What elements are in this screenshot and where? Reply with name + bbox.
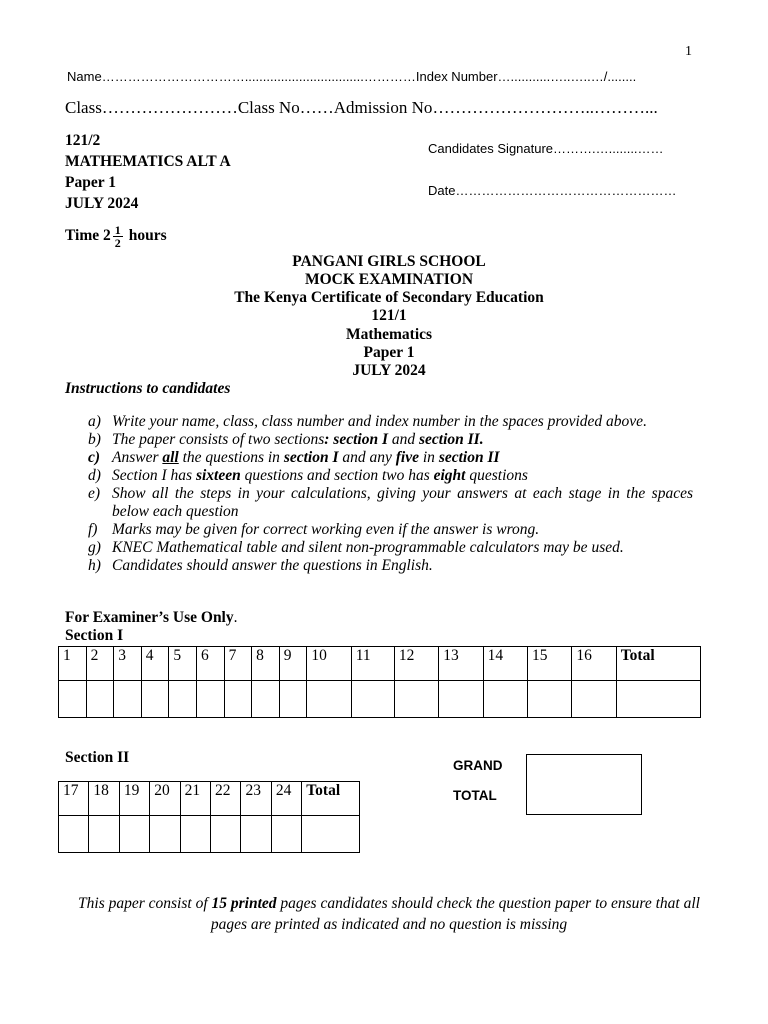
score-cell[interactable] (616, 681, 700, 718)
examiner-heading (65, 609, 238, 627)
score-cell[interactable] (86, 681, 114, 718)
item-text: questions (465, 467, 528, 484)
item-text: The paper consists of two sections (112, 431, 325, 448)
item-emphasis: five (395, 449, 419, 466)
table-score-row (59, 681, 701, 718)
item-text: the questions in (178, 449, 284, 466)
item-label: e) (88, 485, 101, 502)
table-header-row (59, 647, 701, 681)
item-label: d) (88, 467, 101, 484)
column-header: 3 (114, 647, 142, 681)
column-header: 11 (351, 647, 394, 681)
item-emphasis: section II (438, 449, 500, 466)
column-header: 13 (439, 647, 483, 681)
score-cell[interactable] (59, 816, 89, 853)
instruction-item (88, 485, 693, 521)
page-number: 1 (685, 44, 692, 59)
grand-label: GRAND (453, 758, 503, 773)
column-header: 10 (307, 647, 351, 681)
score-cell[interactable] (302, 816, 360, 853)
table-header-row (59, 782, 360, 816)
item-text: KNEC Mathematical table and silent non-programmable calculators may be used. (112, 539, 624, 556)
column-header: 5 (169, 647, 197, 681)
item-label: c) (88, 449, 101, 466)
paper-number: Paper 1 (65, 174, 116, 191)
candidate-signature-line (428, 141, 664, 156)
column-header: 6 (196, 647, 224, 681)
column-header: 17 (59, 782, 89, 816)
total-label: TOTAL (453, 788, 497, 803)
score-cell[interactable] (394, 681, 438, 718)
item-emphasis: eight (433, 467, 466, 484)
footer-text: This paper consist of (78, 895, 212, 912)
score-cell[interactable] (59, 681, 87, 718)
subject-title: MATHEMATICS ALT A (65, 153, 231, 170)
column-header: 7 (224, 647, 252, 681)
paper-code: 121/2 (65, 132, 101, 149)
section-2-marks-table (58, 781, 360, 853)
item-label: b) (88, 431, 101, 448)
item-text: Answer (112, 449, 163, 466)
exam-month: JULY 2024 (352, 362, 426, 379)
item-label: g) (88, 539, 101, 556)
column-header: 24 (271, 782, 301, 816)
item-label: h) (88, 557, 101, 574)
class-no-label: Class No (237, 98, 300, 117)
section-1-marks-table (58, 646, 701, 718)
score-cell[interactable] (572, 681, 616, 718)
score-cell[interactable] (224, 681, 252, 718)
instructions-title: Instructions to candidates (65, 380, 231, 397)
column-header: 2 (86, 647, 114, 681)
score-cell[interactable] (119, 816, 149, 853)
score-cell[interactable] (211, 816, 241, 853)
footer-emphasis: 15 printed (211, 895, 277, 912)
instruction-item (88, 431, 693, 449)
examiner-title: For Examiner’s Use Only (65, 609, 234, 626)
date-line (428, 183, 676, 198)
date-label: Date (428, 183, 456, 198)
certificate-title: The Kenya Certificate of Secondary Education (234, 289, 544, 306)
fraction-denominator: 2 (114, 236, 121, 250)
instruction-item (88, 467, 693, 485)
class-admission-line (65, 98, 658, 118)
item-emphasis: sixteen (195, 467, 241, 484)
class-label: Class (65, 98, 102, 117)
item-text: and any (338, 449, 396, 466)
time-fraction (113, 224, 123, 249)
score-cell[interactable] (196, 681, 224, 718)
item-text: in (419, 449, 439, 466)
instruction-item (88, 521, 693, 539)
index-number-field[interactable]: …...........…..…..…/........ (497, 69, 637, 84)
column-header: Total (616, 647, 700, 681)
admission-no-field[interactable]: ………………………..………... (432, 98, 658, 117)
item-text: and (387, 431, 419, 448)
examiner-period: . (233, 609, 238, 626)
score-cell[interactable] (528, 681, 572, 718)
instruction-item (88, 557, 693, 575)
column-header: 20 (150, 782, 180, 816)
footer-note (60, 893, 718, 935)
item-text: Candidates should answer the questions in English. (112, 557, 433, 574)
column-header: 14 (483, 647, 527, 681)
score-cell[interactable] (241, 816, 271, 853)
score-cell[interactable] (180, 816, 210, 853)
score-cell[interactable] (169, 681, 197, 718)
name-label: Name (67, 69, 102, 84)
time-unit: hours (128, 227, 167, 245)
grand-total-box[interactable] (526, 754, 642, 815)
instruction-item (88, 413, 693, 431)
column-header: 19 (119, 782, 149, 816)
fraction-numerator: 1 (114, 223, 121, 237)
item-emphasis: section I (283, 449, 339, 466)
exam-title: MOCK EXAMINATION (304, 271, 474, 288)
score-cell[interactable] (271, 816, 301, 853)
name-index-line (67, 69, 636, 84)
signature-field[interactable]: ……….…........…… (553, 141, 664, 156)
column-header: 22 (211, 782, 241, 816)
footer-text: pages candidates should check the question paper to ensure that all pages are printed as indicated and no question is missing (210, 895, 700, 933)
time-label: Time 2 (65, 227, 111, 245)
section-2-heading: Section II (65, 749, 130, 766)
item-text: questions and section two has (240, 467, 434, 484)
item-emphasis: : section I (324, 431, 388, 448)
column-header: 23 (241, 782, 271, 816)
time-allowed (65, 224, 167, 249)
paper-date: JULY 2024 (65, 195, 139, 212)
school-name: PANGANI GIRLS SCHOOL (292, 253, 486, 270)
column-header: 16 (572, 647, 616, 681)
class-field[interactable]: …………………… (101, 98, 238, 117)
subject-code: 121/1 (371, 307, 407, 324)
instructions-list (88, 413, 693, 575)
column-header: 8 (252, 647, 280, 681)
score-cell[interactable] (114, 681, 142, 718)
item-text: Write your name, class, class number and index number in the spaces provided above. (112, 413, 647, 430)
item-emphasis: all (162, 449, 179, 466)
class-no-field[interactable]: …… (299, 98, 334, 117)
item-label: f) (88, 521, 98, 538)
table-score-row (59, 816, 360, 853)
date-field[interactable]: …………………………………………… (455, 183, 677, 198)
instruction-item (88, 539, 693, 557)
item-text: Marks may be given for correct working even if the answer is wrong. (112, 521, 540, 538)
score-cell[interactable] (150, 816, 180, 853)
column-header: 1 (59, 647, 87, 681)
score-cell[interactable] (252, 681, 280, 718)
paper-label: Paper 1 (363, 344, 415, 361)
section-1-heading: Section I (65, 627, 124, 644)
item-text: Section I has (112, 467, 196, 484)
score-cell[interactable] (141, 681, 169, 718)
column-header: 18 (89, 782, 119, 816)
column-header: 12 (394, 647, 438, 681)
item-emphasis: section II. (418, 431, 484, 448)
admission-no-label: Admission No (333, 98, 433, 117)
score-cell[interactable] (439, 681, 483, 718)
column-header: 21 (180, 782, 210, 816)
column-header: 15 (528, 647, 572, 681)
item-text: Show all the steps in your calculations, giving your answers at each stage in the spaces below each question (112, 485, 693, 520)
score-cell[interactable] (483, 681, 527, 718)
index-number-label: Index Number (415, 69, 498, 84)
score-cell[interactable] (351, 681, 394, 718)
signature-label: Candidates Signature (428, 141, 554, 156)
item-label: a) (88, 413, 101, 430)
column-header: 9 (279, 647, 307, 681)
instruction-item (88, 449, 693, 467)
score-cell[interactable] (307, 681, 351, 718)
score-cell[interactable] (89, 816, 119, 853)
name-field[interactable]: …………………………….................................………… (101, 69, 416, 84)
column-header: 4 (141, 647, 169, 681)
score-cell[interactable] (279, 681, 307, 718)
column-header: Total (302, 782, 360, 816)
subject-name: Mathematics (345, 326, 433, 343)
